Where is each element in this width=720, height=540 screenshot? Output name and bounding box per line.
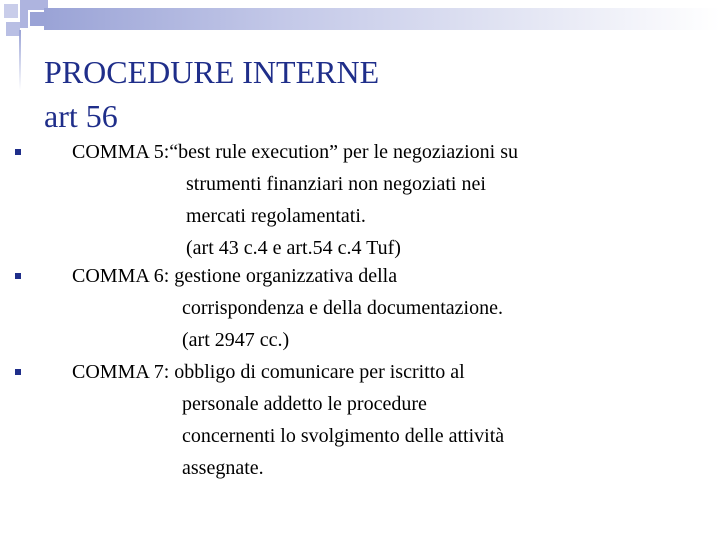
slide-title-line-2: art 56 — [44, 98, 118, 134]
bullet-line: personale addetto le procedure — [182, 393, 427, 415]
slide-title-line-1: PROCEDURE INTERNE — [44, 54, 380, 90]
bullet-line: COMMA 7: obbligo di comunicare per iscritto al — [72, 361, 465, 383]
bullet-line: corrispondenza e della documentazione. — [182, 297, 503, 319]
bullet-line: assegnate. — [182, 457, 264, 479]
bullet-line: COMMA 5:“best rule execution” per le negoziazioni su — [72, 141, 518, 163]
bullet-line: mercati regolamentati. — [186, 205, 366, 227]
bullet-line: strumenti finanziari non negoziati nei — [186, 173, 486, 195]
square-bullet-icon — [15, 369, 21, 375]
square-bullet-icon — [15, 149, 21, 155]
square-bullet-icon — [15, 273, 21, 279]
bullet-line: concernenti lo svolgimento delle attività — [182, 425, 505, 447]
bullet-line: (art 2947 cc.) — [182, 329, 290, 351]
bullet-line: (art 43 c.4 e art.54 c.4 Tuf) — [186, 237, 401, 259]
bullet-line: COMMA 6: gestione organizzativa della — [72, 265, 398, 287]
